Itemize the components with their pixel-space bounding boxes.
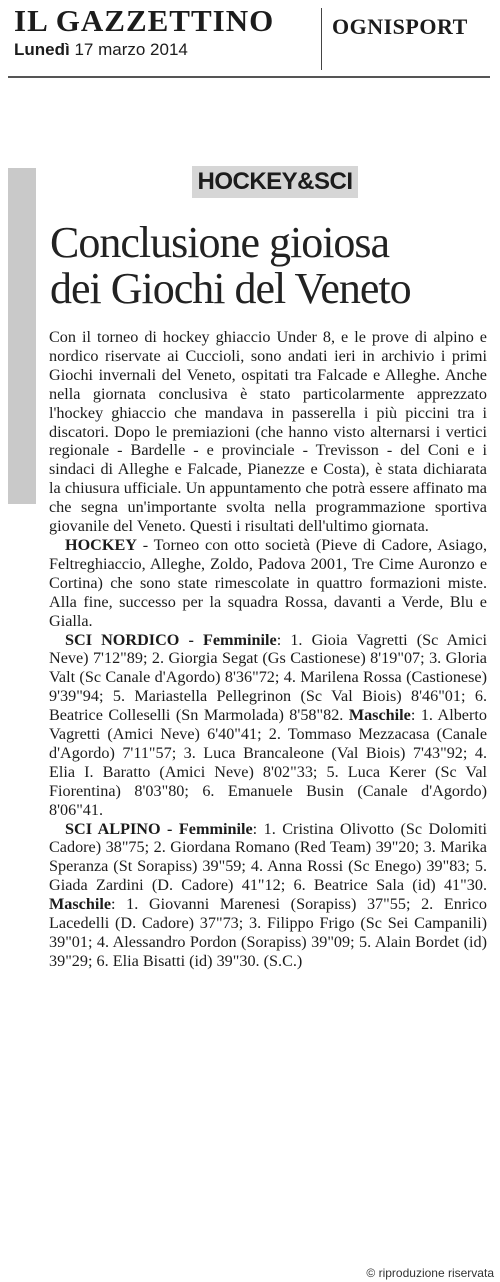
copyright-notice: © riproduzione riservata <box>366 1266 494 1280</box>
nordico-paragraph <box>49 631 487 820</box>
publication-date <box>14 40 304 60</box>
hockey-label: HOCKEY <box>65 535 137 554</box>
headline <box>50 220 495 312</box>
alpino-masc-text: : 1. Giovanni Marenesi (Sorapiss) 37"55; 2. Enrico Lacedelli (D. Cadore) 37"73; 3. Filippo Frigo (Sc Sei Campanili) 39"01; 4. Alessandro Pordon (Sorapiss) 39"09; 5. Alain Bordet (id) 39"29; 6. Elia Bisatti (id) 39"30. (S.C.) <box>49 895 487 970</box>
hockey-text: - Torneo con otto società (Pieve di Cadore, Asiago, Feltreghiaccio, Alleghe, Zoldo, Padova 2001, Tre Cime Auronzo e Cortina) che sono state rimescolate in quattro formazioni miste. Alla fine, successo per la squadra Rossa, davanti a Verde, Blu e Gialla. <box>49 535 487 630</box>
nordico-masc-label: Maschile <box>348 706 411 725</box>
alpino-fem-label: - Femminile <box>160 819 253 838</box>
section-name: OGNISPORT <box>332 14 468 39</box>
section-shade-bar <box>8 168 36 504</box>
masthead <box>0 0 500 80</box>
headline-line-2: dei Giochi del Veneto <box>50 264 411 313</box>
hockey-paragraph <box>49 536 487 631</box>
date-day: Lunedì <box>14 40 70 59</box>
alpino-label: SCI ALPINO <box>65 819 161 838</box>
article-body <box>49 328 487 971</box>
masthead-left <box>14 4 304 60</box>
date-rest: 17 marzo 2014 <box>74 40 188 59</box>
alpino-paragraph <box>49 820 487 971</box>
section-tag: HOCKEY&SCI <box>192 166 358 198</box>
article-clipping <box>0 158 500 1282</box>
nordico-masc-text: : 1. Alberto Vagretti (Amici Neve) 6'40"41; 2. Tommaso Mezzacasa (Canale d'Agordo) 7'11"57; 3. Luca Brancaleone (Val Biois) 7'43"92; 4. Elia I. Baratto (Amici Neve) 8'02"33; 5. Luca Kerer (Sc Val Fiorentina) 8'03"80; 6. Emanuele Busin (Canale d'Agordo) 8'06"41. <box>49 706 487 819</box>
alpino-fem-text: : 1. Cristina Olivotto (Sc Dolomiti Cadore) 38"75; 2. Giordana Romano (Red Team) 39"20; 3. Marika Speranza (St Sorapiss) 39"59; 4. Anna Rossi (Sc Enego) 39"83; 5. Giada Zardini (D. Cadore) 41"12; 6. Beatrice Sala (id) 41"30. <box>49 819 487 895</box>
headline-line-1: Conclusione gioiosa <box>50 218 390 267</box>
intro-paragraph: Con il torneo di hockey ghiaccio Under 8, e le prove di alpino e nordico riservate ai Cuccioli, sono andati ieri in archivio i primi Giochi invernali del Veneto, ospitati tra Falcade e Alleghe. Anche nella giornata conclusiva è stato particolarmente apprezzato l'hockey ghiaccio che mandava in passerella i più piccini tra i discatori. Dopo le premiazioni (che hanno visto alternarsi i vertici regionale - Bardelle - e provinciale - Trevisson - del Coni e i sindaci di Alleghe e Falcade, Pianezze e Costa), è stata dichiarata la chiusura ufficiale. Un appuntamento che potrà essere affinato ma che segna un'importante svolta nella programmazione sportiva giovanile del Veneto. Questi i risultati dell'ultimo giornata. <box>49 328 487 536</box>
nordico-fem-text: : 1. Gioia Vagretti (Sc Amici Neve) 7'12"89; 2. Giorgia Segat (Gs Castionese) 8'19"07; 3. Gloria Valt (Sc Canale d'Agordo) 8'36"72; 4. Marilena Rossa (Castionese) 9'39"94; 5. Mariastella Pellegrinon (Sc Val Biois) 8'46"01; 6. Beatrice Colleselli (Sn Marmolada) 8'58"82. <box>49 630 487 725</box>
masthead-divider <box>321 8 322 70</box>
nordico-fem-label: - Femminile <box>179 630 277 649</box>
alpino-masc-label: Maschile <box>49 895 112 914</box>
masthead-rule <box>8 76 490 78</box>
newspaper-name: IL GAZZETTINO <box>14 3 275 38</box>
nordico-label: SCI NORDICO <box>65 630 180 649</box>
